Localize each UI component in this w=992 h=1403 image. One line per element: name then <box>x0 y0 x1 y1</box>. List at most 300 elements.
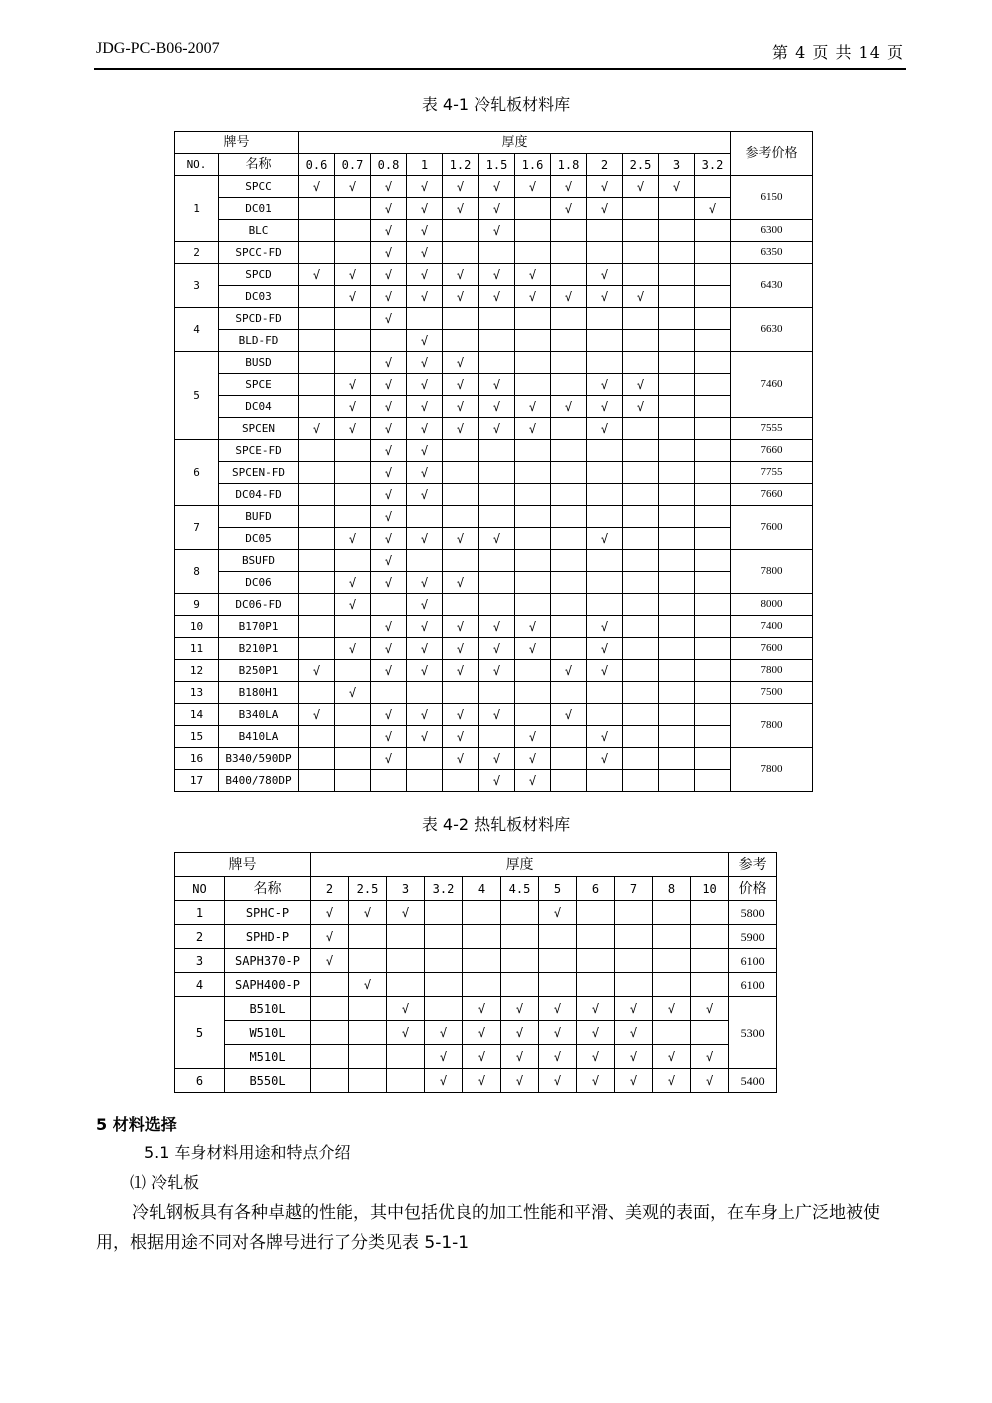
empty-cell <box>615 925 653 949</box>
table1-header-thickness: 厚度 <box>299 132 731 154</box>
empty-cell <box>659 352 695 374</box>
empty-cell <box>695 726 731 748</box>
empty-cell <box>335 330 371 352</box>
row-number: 13 <box>175 682 219 704</box>
reference-price: 7555 <box>731 418 813 440</box>
row-number: 14 <box>175 704 219 726</box>
empty-cell <box>539 973 577 997</box>
empty-cell <box>623 770 659 792</box>
empty-cell <box>479 308 515 330</box>
check-mark: √ <box>587 418 623 440</box>
table2-header-brand: 牌号 <box>175 853 311 877</box>
thickness-header: 10 <box>691 877 729 901</box>
empty-cell <box>659 682 695 704</box>
empty-cell <box>299 616 335 638</box>
empty-cell <box>623 638 659 660</box>
check-mark: √ <box>653 997 691 1021</box>
empty-cell <box>515 374 551 396</box>
empty-cell <box>695 396 731 418</box>
material-name: DC04-FD <box>219 484 299 506</box>
thickness-header: 3 <box>659 154 695 176</box>
table-row <box>175 528 813 550</box>
check-mark: √ <box>587 660 623 682</box>
check-mark: √ <box>587 396 623 418</box>
material-name: BUSD <box>219 352 299 374</box>
material-name: B400/780DP <box>219 770 299 792</box>
material-name: B510L <box>225 997 311 1021</box>
empty-cell <box>443 770 479 792</box>
empty-cell <box>387 925 425 949</box>
check-mark: √ <box>501 1021 539 1045</box>
thickness-header: 1.6 <box>515 154 551 176</box>
table2-header-price-bottom: 价格 <box>729 877 777 901</box>
empty-cell <box>299 440 335 462</box>
empty-cell <box>695 594 731 616</box>
row-number: 4 <box>175 308 219 352</box>
check-mark: √ <box>479 660 515 682</box>
table-row <box>175 660 813 682</box>
table-row <box>175 638 813 660</box>
empty-cell <box>659 638 695 660</box>
thickness-header: 4 <box>463 877 501 901</box>
check-mark: √ <box>407 660 443 682</box>
empty-cell <box>335 616 371 638</box>
check-mark: √ <box>407 330 443 352</box>
thickness-header: 1.5 <box>479 154 515 176</box>
table-row <box>175 286 813 308</box>
empty-cell <box>659 374 695 396</box>
empty-cell <box>577 925 615 949</box>
thickness-header: 3 <box>387 877 425 901</box>
empty-cell <box>587 506 623 528</box>
empty-cell <box>407 550 443 572</box>
check-mark: √ <box>371 638 407 660</box>
empty-cell <box>299 220 335 242</box>
row-number: 3 <box>175 949 225 973</box>
empty-cell <box>371 330 407 352</box>
reference-price: 7800 <box>731 704 813 748</box>
check-mark: √ <box>551 396 587 418</box>
empty-cell <box>515 704 551 726</box>
section-title: 5 材料选择 <box>96 1115 177 1134</box>
empty-cell <box>299 770 335 792</box>
empty-cell <box>587 352 623 374</box>
empty-cell <box>577 973 615 997</box>
material-name: BSUFD <box>219 550 299 572</box>
empty-cell <box>443 220 479 242</box>
check-mark: √ <box>463 1069 501 1093</box>
empty-cell <box>551 572 587 594</box>
reference-price: 7500 <box>731 682 813 704</box>
empty-cell <box>615 901 653 925</box>
material-name: SPHD-P <box>225 925 311 949</box>
empty-cell <box>463 925 501 949</box>
check-mark: √ <box>515 286 551 308</box>
material-name: B550L <box>225 1069 311 1093</box>
check-mark: √ <box>371 726 407 748</box>
empty-cell <box>587 330 623 352</box>
empty-cell <box>407 506 443 528</box>
empty-cell <box>299 242 335 264</box>
empty-cell <box>299 484 335 506</box>
empty-cell <box>551 484 587 506</box>
empty-cell <box>653 973 691 997</box>
empty-cell <box>515 242 551 264</box>
check-mark: √ <box>539 1045 577 1069</box>
reference-price: 7600 <box>731 638 813 660</box>
empty-cell <box>587 682 623 704</box>
material-name: DC03 <box>219 286 299 308</box>
check-mark: √ <box>659 176 695 198</box>
empty-cell <box>479 682 515 704</box>
table-row <box>175 748 813 770</box>
empty-cell <box>659 616 695 638</box>
reference-price: 6430 <box>731 264 813 308</box>
empty-cell <box>299 506 335 528</box>
empty-cell <box>587 440 623 462</box>
material-name: B180H1 <box>219 682 299 704</box>
check-mark: √ <box>371 220 407 242</box>
thickness-header: 7 <box>615 877 653 901</box>
empty-cell <box>311 1069 349 1093</box>
empty-cell <box>577 949 615 973</box>
check-mark: √ <box>539 1069 577 1093</box>
empty-cell <box>587 572 623 594</box>
check-mark: √ <box>479 528 515 550</box>
empty-cell <box>299 572 335 594</box>
table-row <box>175 925 777 949</box>
table-row <box>175 352 813 374</box>
empty-cell <box>623 682 659 704</box>
empty-cell <box>443 506 479 528</box>
check-mark: √ <box>407 264 443 286</box>
empty-cell <box>695 220 731 242</box>
check-mark: √ <box>371 198 407 220</box>
empty-cell <box>551 748 587 770</box>
empty-cell <box>311 1021 349 1045</box>
empty-cell <box>653 1021 691 1045</box>
empty-cell <box>615 973 653 997</box>
check-mark: √ <box>299 264 335 286</box>
empty-cell <box>335 484 371 506</box>
empty-cell <box>623 198 659 220</box>
row-number: 10 <box>175 616 219 638</box>
material-name: B210P1 <box>219 638 299 660</box>
check-mark: √ <box>425 1021 463 1045</box>
empty-cell <box>443 462 479 484</box>
empty-cell <box>695 176 731 198</box>
check-mark: √ <box>407 286 443 308</box>
check-mark: √ <box>443 374 479 396</box>
empty-cell <box>695 286 731 308</box>
cold-rolled-material-table <box>174 131 813 792</box>
material-name: B340LA <box>219 704 299 726</box>
row-number: 5 <box>175 352 219 440</box>
check-mark: √ <box>335 264 371 286</box>
check-mark: √ <box>443 286 479 308</box>
empty-cell <box>695 748 731 770</box>
check-mark: √ <box>615 1045 653 1069</box>
empty-cell <box>349 1021 387 1045</box>
empty-cell <box>577 901 615 925</box>
empty-cell <box>387 973 425 997</box>
empty-cell <box>623 352 659 374</box>
empty-cell <box>623 308 659 330</box>
empty-cell <box>551 682 587 704</box>
empty-cell <box>587 462 623 484</box>
table-row <box>175 506 813 528</box>
check-mark: √ <box>349 901 387 925</box>
check-mark: √ <box>587 726 623 748</box>
check-mark: √ <box>479 220 515 242</box>
table-row <box>175 973 777 997</box>
empty-cell <box>501 973 539 997</box>
check-mark: √ <box>407 176 443 198</box>
check-mark: √ <box>551 176 587 198</box>
check-mark: √ <box>479 176 515 198</box>
empty-cell <box>659 528 695 550</box>
check-mark: √ <box>371 616 407 638</box>
empty-cell <box>425 997 463 1021</box>
empty-cell <box>623 264 659 286</box>
check-mark: √ <box>479 616 515 638</box>
empty-cell <box>551 352 587 374</box>
material-name: SAPH370-P <box>225 949 311 973</box>
check-mark: √ <box>443 396 479 418</box>
empty-cell <box>551 528 587 550</box>
reference-price: 7800 <box>731 660 813 682</box>
check-mark: √ <box>443 638 479 660</box>
check-mark: √ <box>407 198 443 220</box>
empty-cell <box>443 308 479 330</box>
empty-cell <box>501 901 539 925</box>
check-mark: √ <box>577 1069 615 1093</box>
table1-header-name: 名称 <box>219 154 299 176</box>
check-mark: √ <box>479 374 515 396</box>
table2-caption: 表 4-2 热轧板材料库 <box>421 815 571 834</box>
empty-cell <box>443 550 479 572</box>
check-mark: √ <box>335 528 371 550</box>
row-number: 3 <box>175 264 219 308</box>
check-mark: √ <box>371 462 407 484</box>
empty-cell <box>695 264 731 286</box>
check-mark: √ <box>443 198 479 220</box>
section-paragraph: 冷轧钢板具有各种卓越的性能，其中包括优良的加工性能和平滑、美观的表面，在车身上广泛地被使用，根据用途不同对各牌号进行了分类见表 5-1-1 <box>96 1203 880 1253</box>
empty-cell <box>515 308 551 330</box>
check-mark: √ <box>371 352 407 374</box>
empty-cell <box>349 949 387 973</box>
table-row <box>175 308 813 330</box>
table2-header-thickness: 厚度 <box>311 853 729 877</box>
empty-cell <box>659 286 695 308</box>
thickness-header: 8 <box>653 877 691 901</box>
check-mark: √ <box>299 704 335 726</box>
thickness-header: 1.8 <box>551 154 587 176</box>
check-mark: √ <box>443 726 479 748</box>
empty-cell <box>695 528 731 550</box>
material-name: BLC <box>219 220 299 242</box>
empty-cell <box>515 352 551 374</box>
check-mark: √ <box>515 638 551 660</box>
check-mark: √ <box>407 594 443 616</box>
thickness-header: 2.5 <box>349 877 387 901</box>
row-number: 17 <box>175 770 219 792</box>
check-mark: √ <box>587 374 623 396</box>
empty-cell <box>299 352 335 374</box>
empty-cell <box>691 925 729 949</box>
thickness-header: 0.8 <box>371 154 407 176</box>
empty-cell <box>695 704 731 726</box>
empty-cell <box>615 949 653 973</box>
empty-cell <box>551 308 587 330</box>
empty-cell <box>515 660 551 682</box>
table-row <box>175 1021 777 1045</box>
reference-price: 6100 <box>729 949 777 973</box>
check-mark: √ <box>539 901 577 925</box>
reference-price: 6350 <box>731 242 813 264</box>
row-number: 7 <box>175 506 219 550</box>
empty-cell <box>515 198 551 220</box>
empty-cell <box>695 242 731 264</box>
material-name: SPCEN <box>219 418 299 440</box>
empty-cell <box>407 770 443 792</box>
thickness-header: 0.6 <box>299 154 335 176</box>
reference-price: 8000 <box>731 594 813 616</box>
check-mark: √ <box>407 352 443 374</box>
material-name: SPCD-FD <box>219 308 299 330</box>
empty-cell <box>539 925 577 949</box>
row-number: 1 <box>175 901 225 925</box>
empty-cell <box>623 330 659 352</box>
empty-cell <box>311 1045 349 1069</box>
empty-cell <box>335 748 371 770</box>
table-row <box>175 242 813 264</box>
check-mark: √ <box>551 704 587 726</box>
check-mark: √ <box>463 1021 501 1045</box>
empty-cell <box>587 704 623 726</box>
empty-cell <box>515 550 551 572</box>
empty-cell <box>335 550 371 572</box>
check-mark: √ <box>501 997 539 1021</box>
check-mark: √ <box>407 704 443 726</box>
table1-caption: 表 4-1 冷轧板材料库 <box>421 95 571 114</box>
check-mark: √ <box>443 418 479 440</box>
empty-cell <box>695 682 731 704</box>
table1-header-brand: 牌号 <box>175 132 299 154</box>
empty-cell <box>311 997 349 1021</box>
check-mark: √ <box>443 352 479 374</box>
empty-cell <box>349 997 387 1021</box>
check-mark: √ <box>311 949 349 973</box>
thickness-header: 2 <box>311 877 349 901</box>
table-row <box>175 770 813 792</box>
material-name: SPCE <box>219 374 299 396</box>
check-mark: √ <box>371 374 407 396</box>
check-mark: √ <box>371 748 407 770</box>
reference-price: 5900 <box>729 925 777 949</box>
check-mark: √ <box>443 660 479 682</box>
table-row <box>175 198 813 220</box>
row-number: 4 <box>175 973 225 997</box>
check-mark: √ <box>515 770 551 792</box>
row-number: 8 <box>175 550 219 594</box>
empty-cell <box>551 242 587 264</box>
check-mark: √ <box>371 528 407 550</box>
empty-cell <box>335 242 371 264</box>
empty-cell <box>691 973 729 997</box>
check-mark: √ <box>539 997 577 1021</box>
check-mark: √ <box>515 748 551 770</box>
check-mark: √ <box>371 660 407 682</box>
empty-cell <box>551 330 587 352</box>
reference-price: 7660 <box>731 484 813 506</box>
empty-cell <box>551 506 587 528</box>
table-row <box>175 440 813 462</box>
empty-cell <box>587 484 623 506</box>
empty-cell <box>463 901 501 925</box>
empty-cell <box>463 973 501 997</box>
check-mark: √ <box>577 1021 615 1045</box>
empty-cell <box>623 220 659 242</box>
thickness-header: 3.2 <box>425 877 463 901</box>
empty-cell <box>659 660 695 682</box>
empty-cell <box>515 440 551 462</box>
thickness-header: 3.2 <box>695 154 731 176</box>
reference-price: 7800 <box>731 748 813 792</box>
check-mark: √ <box>407 374 443 396</box>
table-row <box>175 484 813 506</box>
table-row <box>175 330 813 352</box>
empty-cell <box>349 925 387 949</box>
row-number: 15 <box>175 726 219 748</box>
check-mark: √ <box>443 704 479 726</box>
empty-cell <box>695 330 731 352</box>
section-subtitle: 5.1 车身材料用途和特点介绍 <box>144 1143 351 1162</box>
empty-cell <box>335 770 371 792</box>
empty-cell <box>623 616 659 638</box>
empty-cell <box>515 528 551 550</box>
check-mark: √ <box>587 638 623 660</box>
empty-cell <box>425 901 463 925</box>
check-mark: √ <box>407 220 443 242</box>
reference-price: 6630 <box>731 308 813 352</box>
empty-cell <box>653 925 691 949</box>
empty-cell <box>443 594 479 616</box>
empty-cell <box>515 330 551 352</box>
check-mark: √ <box>371 418 407 440</box>
check-mark: √ <box>539 1021 577 1045</box>
check-mark: √ <box>443 572 479 594</box>
check-mark: √ <box>443 176 479 198</box>
empty-cell <box>659 748 695 770</box>
thickness-header: 1 <box>407 154 443 176</box>
empty-cell <box>539 949 577 973</box>
empty-cell <box>349 1069 387 1093</box>
reference-price: 7800 <box>731 550 813 594</box>
check-mark: √ <box>653 1069 691 1093</box>
check-mark: √ <box>587 528 623 550</box>
empty-cell <box>425 973 463 997</box>
row-number: 16 <box>175 748 219 770</box>
empty-cell <box>407 682 443 704</box>
empty-cell <box>659 770 695 792</box>
row-number: 6 <box>175 1069 225 1093</box>
empty-cell <box>479 594 515 616</box>
empty-cell <box>587 308 623 330</box>
row-number: 5 <box>175 997 225 1069</box>
check-mark: √ <box>443 616 479 638</box>
check-mark: √ <box>335 286 371 308</box>
